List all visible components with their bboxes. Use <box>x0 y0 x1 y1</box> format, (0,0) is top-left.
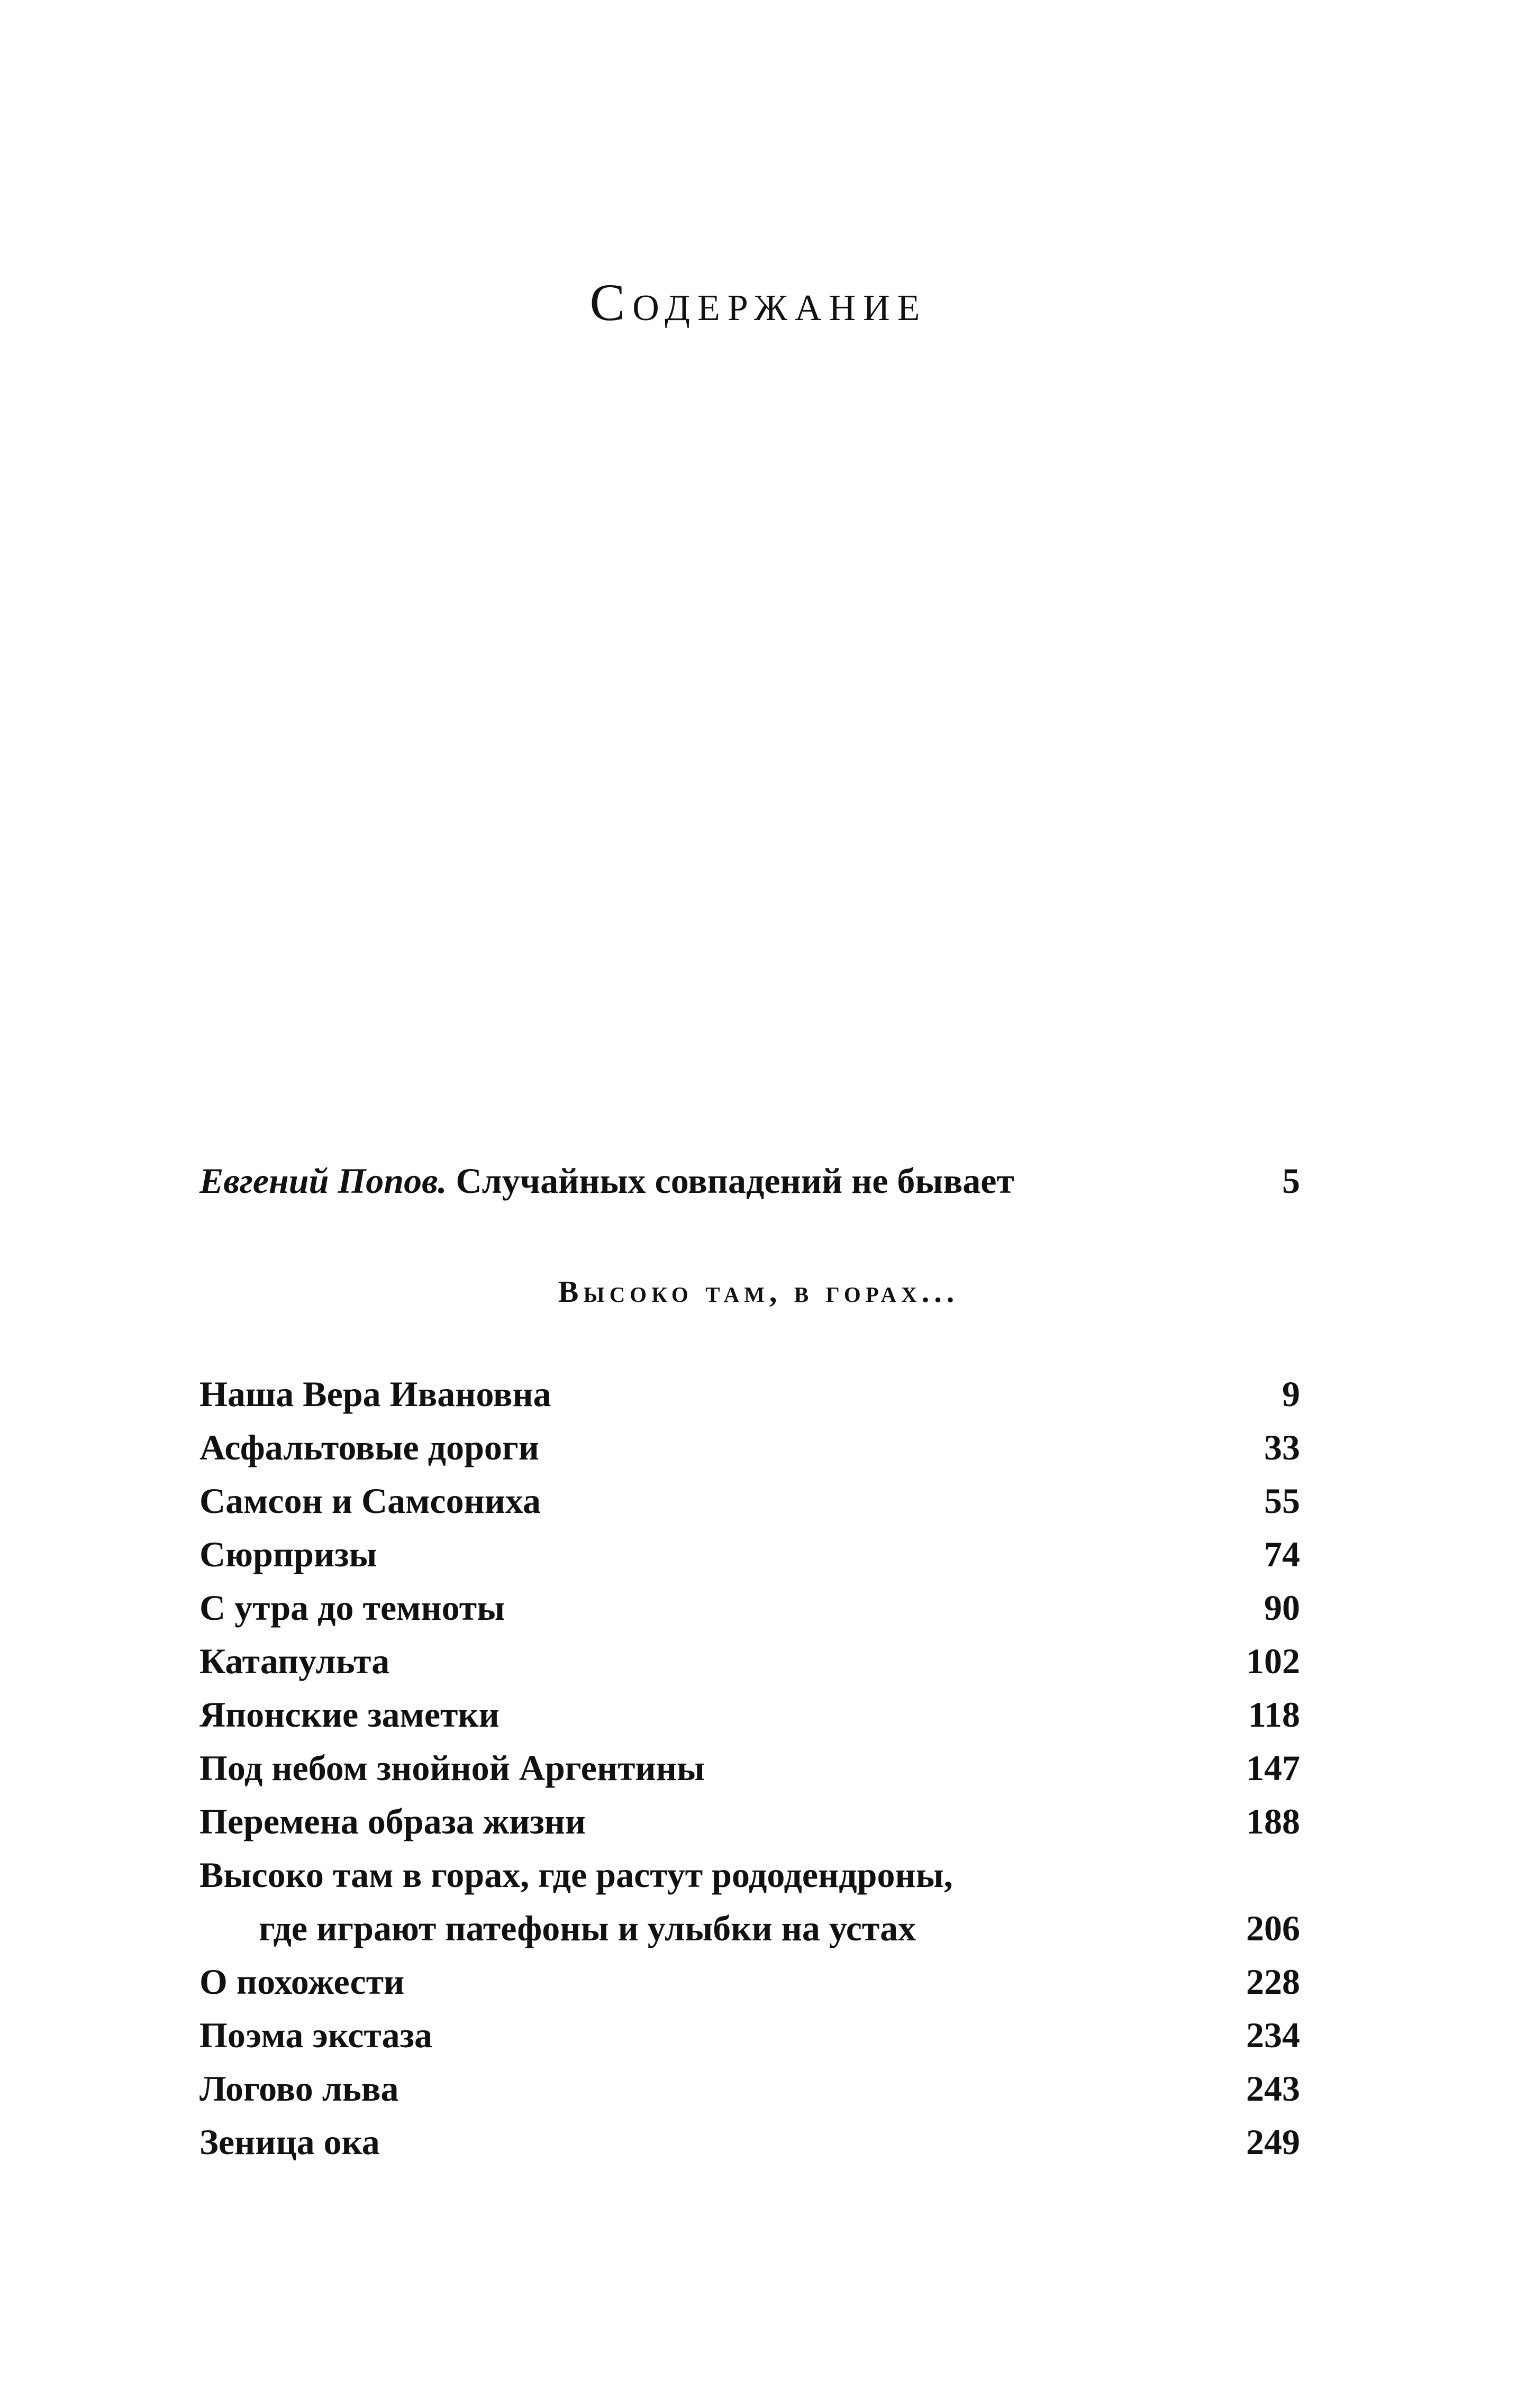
toc-entry-continuation <box>199 1902 1300 1955</box>
toc-entry <box>199 2115 1300 2169</box>
toc-entry-title: Японские заметки <box>199 1694 499 1735</box>
toc-entry-foreword <box>199 1154 1300 1208</box>
toc-entry <box>199 2062 1300 2115</box>
toc-entry-title: Катапульта <box>199 1641 390 1681</box>
toc-entry-page: 234 <box>1246 2015 1300 2055</box>
foreword-entry-block <box>199 1154 1300 1208</box>
toc-entry-title: С утра до темноты <box>199 1588 505 1628</box>
toc-entry <box>199 1474 1300 1528</box>
toc-entry-page: 118 <box>1248 1694 1300 1735</box>
toc-entry <box>199 1528 1300 1581</box>
toc-entry-title: Самсон и Самсониха <box>199 1481 541 1521</box>
toc-entry-page: 9 <box>1282 1374 1300 1414</box>
toc-entry-page: 33 <box>1264 1427 1300 1467</box>
toc-entry-title: Зеница ока <box>199 2122 380 2162</box>
toc-entry-title: Логово льва <box>199 2068 399 2109</box>
toc-entry-title-continued: где играют патефоны и улыбки на устах <box>259 1908 916 1948</box>
toc-entry-title: О похожести <box>199 1962 405 2002</box>
toc-entry <box>199 1581 1300 1635</box>
toc-entry <box>199 1741 1300 1795</box>
toc-entry <box>199 1367 1300 1421</box>
foreword-title: Случайных совпадений не бывает <box>456 1161 1014 1201</box>
toc-entry-page: 5 <box>1282 1161 1300 1201</box>
toc-entry-title: Наша Вера Ивановна <box>199 1374 551 1414</box>
toc-entry-page: 188 <box>1246 1801 1300 1841</box>
toc-entry-title: Высоко там в горах, где растут рододендроны, <box>199 1855 953 1895</box>
toc-entry <box>199 1688 1300 1741</box>
foreword-author: Евгений Попов. <box>199 1161 447 1201</box>
toc-entry <box>199 1955 1300 2009</box>
toc-entry-page: 228 <box>1246 1962 1300 2002</box>
section-heading: Высоко там, в горах... <box>558 1274 959 1309</box>
toc-entry-title: Асфальтовые дороги <box>199 1427 539 1467</box>
toc-entry <box>199 1635 1300 1688</box>
toc-entry-title: Сюрпризы <box>199 1534 377 1574</box>
toc-entry-page: 102 <box>1246 1641 1300 1681</box>
toc-entry-page: 243 <box>1246 2068 1300 2109</box>
toc-entry <box>199 2009 1300 2062</box>
toc-entry-title: Перемена образа жизни <box>199 1801 586 1841</box>
toc-entry <box>199 1421 1300 1474</box>
toc-entry-page: 74 <box>1264 1534 1300 1574</box>
toc-entry-page: 206 <box>1246 1908 1300 1948</box>
toc-entry-page: 147 <box>1246 1748 1300 1788</box>
toc-entry-title <box>199 1154 1014 1208</box>
toc-entry-first-line <box>199 1848 1300 1902</box>
table-of-contents <box>199 1367 1300 2169</box>
toc-entry-page: 90 <box>1264 1588 1300 1628</box>
page-title: Содержание <box>589 273 928 332</box>
toc-entry-page: 249 <box>1246 2122 1300 2162</box>
toc-entry-title: Поэма экстаза <box>199 2015 432 2055</box>
toc-entry-title: Под небом знойной Аргентины <box>199 1748 705 1788</box>
toc-entry <box>199 1795 1300 1848</box>
toc-entry-page: 55 <box>1264 1481 1300 1521</box>
